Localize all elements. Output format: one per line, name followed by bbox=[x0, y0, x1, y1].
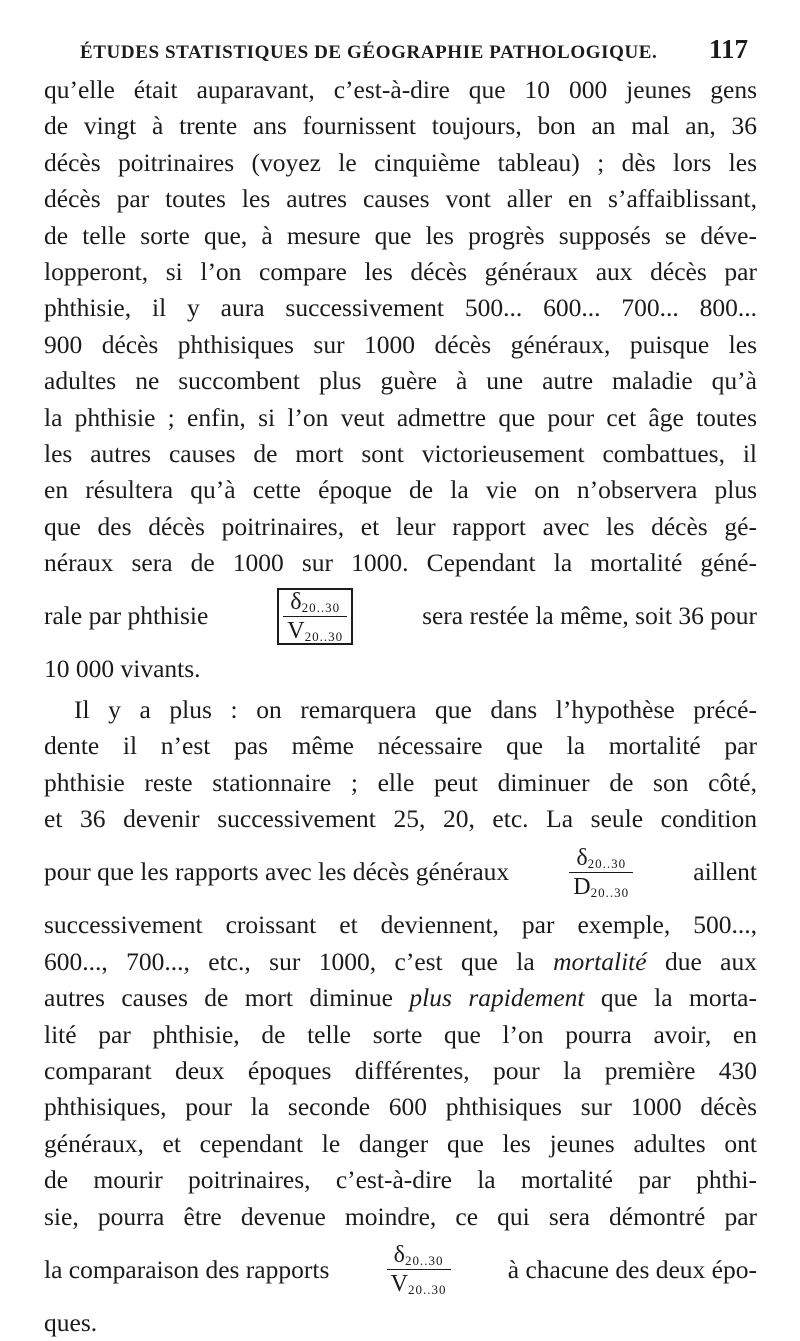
text-line: décès poitrinaires (voyez le cinquième tableau) ; dès lors les bbox=[44, 147, 757, 177]
text-line: en résultera qu’à cette époque de la vie on n’observera plus bbox=[44, 475, 757, 505]
text-line: sie, pourra être devenue moindre, ce qui sera démontré par bbox=[44, 1201, 757, 1231]
page-number: 117 bbox=[708, 34, 748, 64]
formula-3-after: à chacune des deux épo- bbox=[507, 1254, 757, 1284]
text-line: phthisie, il y aura successivement 500... 600... 700... 800... bbox=[44, 293, 757, 323]
text-line: que des décès poitrinaires, et leur rapport avec les décès gé- bbox=[44, 511, 757, 541]
text-line: adultes ne succombent plus guère à une autre maladie qu’à bbox=[44, 366, 757, 396]
text-line: 900 décès phthisiques sur 1000 décès généraux, puisque les bbox=[44, 329, 757, 359]
text-line-mortalite: 600..., 700..., etc., sur 1000, c’est que la mortalité due aux bbox=[44, 946, 757, 976]
text-line: de telle sorte que, à mesure que les progrès supposés se déve- bbox=[44, 220, 757, 250]
text-line: successivement croissant et deviennent, par exemple, 500..., bbox=[44, 910, 757, 940]
formula-1-fraction bbox=[283, 590, 347, 643]
text-line: phthisiques, pour la seconde 600 phthisiques sur 1000 décès bbox=[44, 1092, 757, 1122]
page-header bbox=[80, 34, 748, 65]
running-title: ÉTUDES STATISTIQUES DE GÉOGRAPHIE PATHOLOGIQUE. bbox=[80, 42, 658, 63]
formula-3-denominator: $V_{20..30}$ bbox=[390, 1271, 447, 1298]
italic-plus-rapidement: plus rapidement bbox=[409, 983, 585, 1013]
text-line: de mourir poitrinaires, c’est-à-dire la mortalité par phthi- bbox=[44, 1165, 757, 1195]
text-line: la phthisie ; enfin, si l’on veut admettre que pour cet âge toutes bbox=[44, 402, 757, 432]
formula-3-before: la comparaison des rapports bbox=[44, 1254, 330, 1284]
formula-1-before: rale par phthisie bbox=[44, 601, 209, 631]
text-line: néraux sera de 1000 sur 1000. Cependant la mortalité géné- bbox=[44, 548, 757, 578]
text-line: lopperont, si l’on compare les décès généraux aux décès par bbox=[44, 256, 757, 286]
formula-1-denominator: $V_{20..30}$ bbox=[287, 617, 344, 644]
formula-1-bracket bbox=[277, 588, 353, 645]
text-line: les autres causes de mort sont victorieusement combattues, il bbox=[44, 438, 757, 468]
formula-2-before: pour que les rapports avec les décès généraux bbox=[44, 857, 510, 887]
fraction-bar bbox=[283, 616, 347, 617]
formula-2-fraction bbox=[569, 846, 633, 899]
text-line: comparant deux époques différentes, pour la première 430 bbox=[44, 1055, 757, 1085]
fraction-bar bbox=[569, 872, 633, 873]
text-line: ques. bbox=[44, 1307, 98, 1337]
fraction-bar bbox=[387, 1269, 451, 1270]
formula-line-2 bbox=[44, 837, 757, 907]
text-line: de vingt à trente ans fournissent toujours, bon an mal an, 36 bbox=[44, 111, 757, 141]
text-line: qu’elle était auparavant, c’est-à-dire que 10 000 jeunes gens bbox=[44, 75, 757, 104]
formula-3-numerator: $\delta_{20..30}$ bbox=[393, 1242, 444, 1269]
formula-3-fraction bbox=[387, 1243, 451, 1296]
formula-line-1 bbox=[44, 581, 757, 651]
text-line: lité par phthisie, de telle sorte que l’on pourra avoir, en bbox=[44, 1019, 757, 1049]
text-line: phthisie reste stationnaire ; elle peut diminuer de son côté, bbox=[44, 767, 757, 797]
formula-2-denominator: $D_{20..30}$ bbox=[573, 873, 630, 900]
text-line: 10 000 vivants. bbox=[44, 654, 201, 684]
formula-line-3 bbox=[44, 1235, 757, 1305]
body-text bbox=[44, 72, 757, 1341]
formula-2-numerator: $\delta_{20..30}$ bbox=[576, 844, 627, 871]
italic-mortalite: mortalité bbox=[553, 946, 647, 976]
paragraph-start: Il y a plus : on remarquera que dans l’hypothèse précé- bbox=[74, 694, 757, 724]
text-line: dente il n’est pas même nécessaire que la mortalité par bbox=[44, 731, 757, 761]
text-line: décès par toutes les autres causes vont aller en s’affaiblissant, bbox=[44, 184, 757, 214]
formula-2-after: aillent bbox=[693, 857, 757, 887]
formula-1-numerator: $\delta_{20..30}$ bbox=[290, 588, 341, 615]
text-line-rapidement: autres causes de mort diminue plus rapidement que la morta- bbox=[44, 983, 757, 1013]
text-line: généraux, et cependant le danger que les jeunes adultes ont bbox=[44, 1128, 757, 1158]
formula-1-after: sera restée la même, soit 36 pour bbox=[422, 601, 757, 631]
text-line: et 36 devenir successivement 25, 20, etc. La seule condition bbox=[44, 804, 757, 834]
